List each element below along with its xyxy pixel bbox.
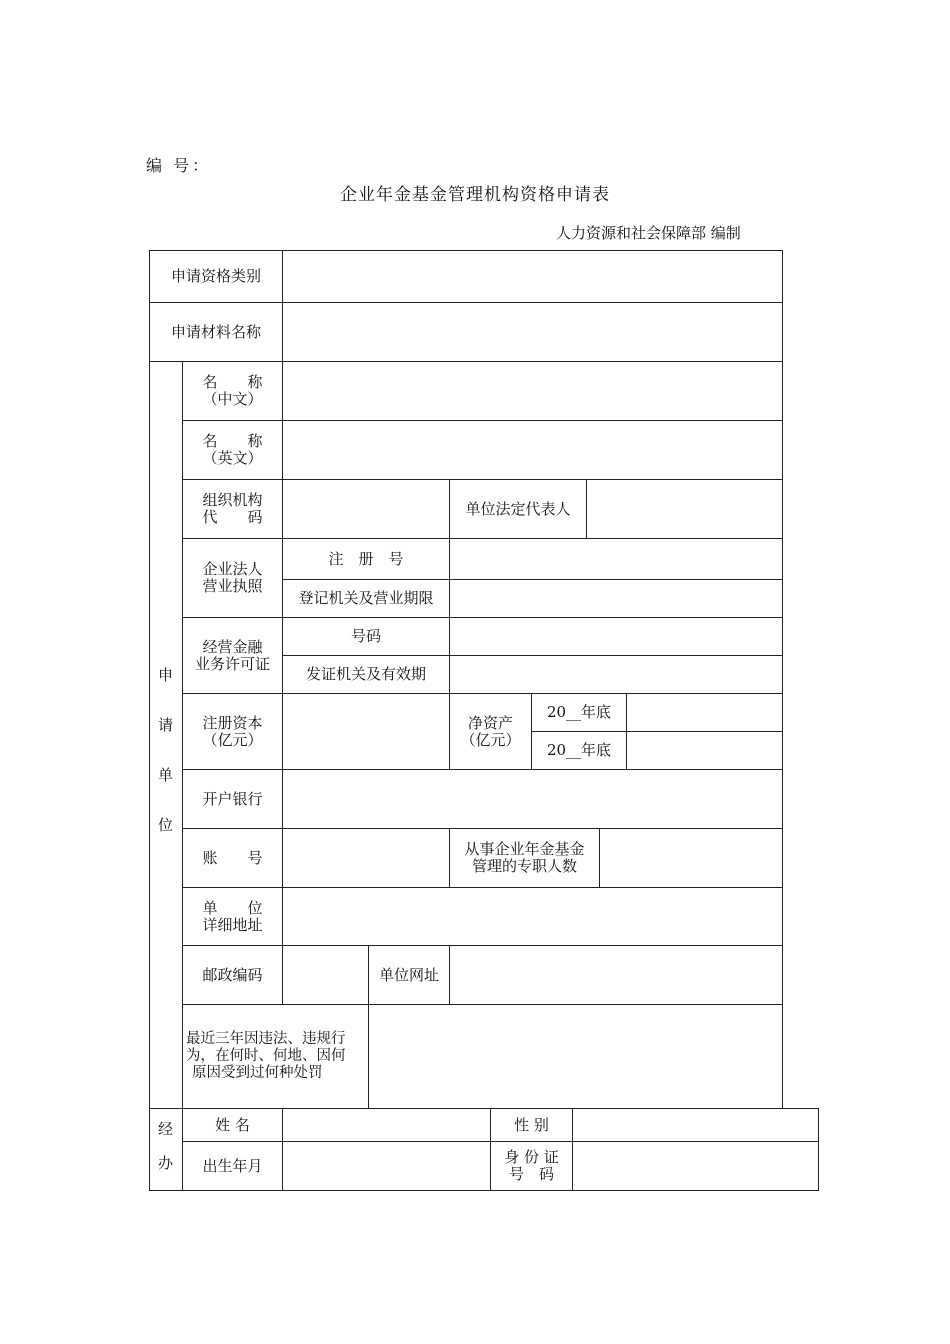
reg-authority-label: 登记机关及营业期限: [298, 589, 434, 607]
reg-no-label: 注 册 号: [328, 549, 404, 568]
applicant-side-label: 申 请 单 位: [157, 666, 173, 834]
postcode-label: 邮政编码: [202, 965, 263, 984]
address-label: 单 位 详细地址: [202, 898, 263, 934]
permit-no-label: 号码: [350, 627, 381, 645]
name-cn-label: 名 称 （中文）: [202, 373, 263, 408]
qualification-type-label: 申请资格类别: [170, 267, 261, 285]
agent-id-label: 身 份 证 号 码: [504, 1148, 559, 1183]
penalty-label: 最近三年因违法、违规行 为，在何时、何地、因何 原因受到过何种处罚: [186, 1031, 346, 1081]
agent-gender-label: 性 别: [514, 1115, 549, 1134]
name-en-label: 名 称 （英文）: [202, 432, 263, 467]
reg-capital-label: 注册资本 （亿元）: [202, 713, 263, 749]
material-name-label: 申请材料名称: [170, 322, 261, 341]
issuer-label: 人力资源和社会保障部 编制: [556, 224, 741, 242]
license-label: 企业法人 营业执照: [202, 560, 263, 595]
form-title: 企业年金基金管理机构资格申请表: [340, 185, 610, 205]
serial-label: 编 号：: [146, 156, 212, 175]
legal-rep-label: 单位法定代表人: [465, 499, 571, 518]
net-assets-label: 净资产 （亿元）: [460, 713, 521, 749]
year-end-1-label: 20__年底: [546, 703, 612, 721]
staff-count-label: 从事企业年金基金 管理的专职人数: [464, 840, 585, 875]
year-end-2-label: 20__年底: [546, 741, 612, 759]
website-label: 单位网址: [378, 965, 439, 984]
agent-side-label: 经 办: [157, 1120, 173, 1172]
bank-label: 开户银行: [202, 789, 263, 808]
permit-authority-label: 发证机关及有效期: [305, 665, 426, 683]
agent-name-label: 姓 名: [215, 1115, 250, 1134]
agent-birth-label: 出生年月: [202, 1156, 263, 1175]
org-code-label: 组织机构 代 码: [202, 491, 263, 526]
finance-permit-label: 经营金融 业务许可证: [194, 637, 270, 673]
account-label: 账 号: [202, 848, 263, 867]
